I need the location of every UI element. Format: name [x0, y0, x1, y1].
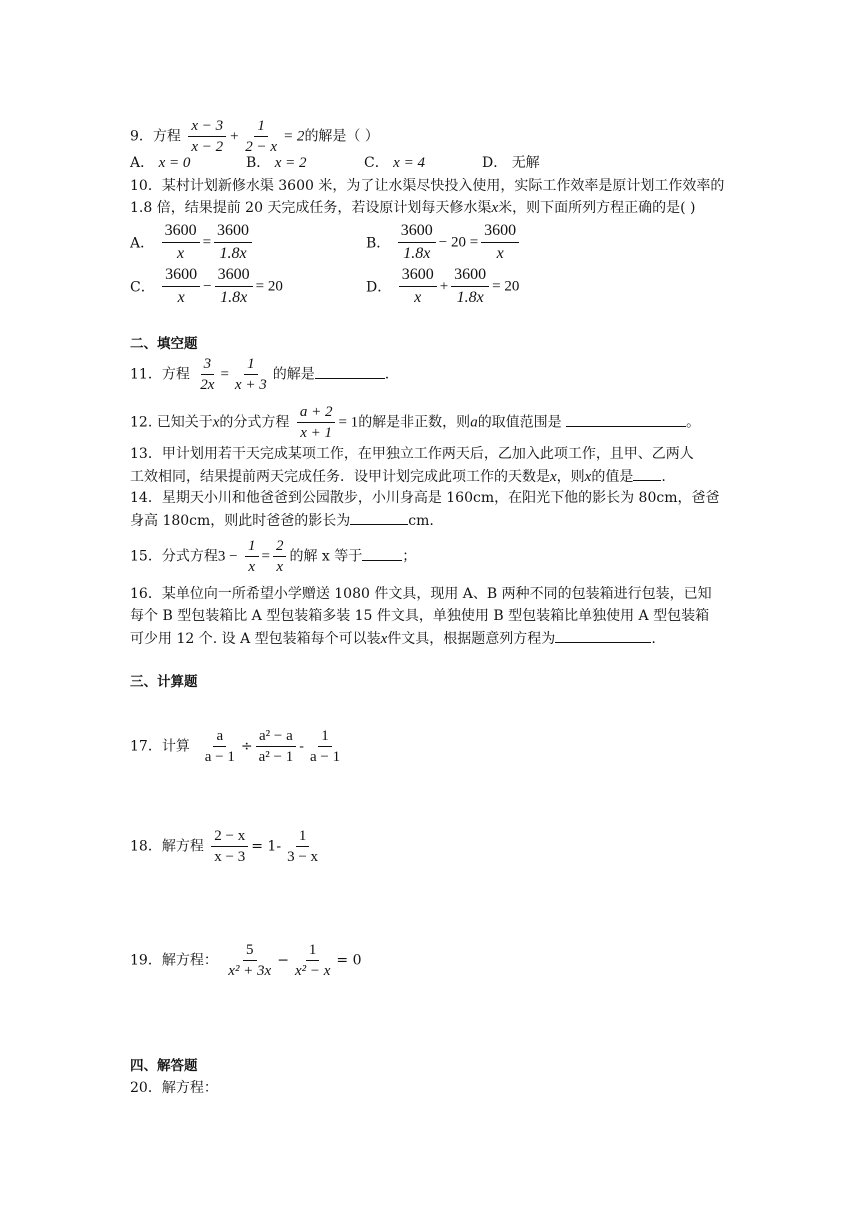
q10-option-b: B． $\frac{3600}{1.8x}$ − 20 = $\frac{3600}{x}$ [366, 220, 522, 265]
q10-option-a: A． $\frac{3600}{x}$ = $\frac{3600}{1.8x}$ [130, 220, 255, 265]
q13-line-1: 13．甲计划用若干天完成某项工作，在甲独立工作两天后，乙加入此项工作，且甲、乙两人 [130, 446, 694, 462]
q9-fraction-2: $\frac{1}{2 - x}$ [245, 118, 278, 155]
q16-line-2: 每个 B 型包装箱比 A 型包装箱多装 15 件文具，单独使用 B 型包装箱比单独使用 A 型包装箱 [130, 608, 710, 624]
q10-option-d: D． $\frac{3600}{x}$ + $\frac{3600}{1.8x}$ = 20 [366, 266, 520, 306]
question-15: 15．分式方程3 − $\frac{1}{x}$ = $\frac{2}{x}$ 的解 x 等于 ； [130, 538, 417, 575]
q13-answer-blank[interactable] [633, 466, 661, 481]
q16-line-3: 可少用 12 个. 设 A 型包装箱每个可以装x件文具，根据题意列方程为 . [130, 628, 656, 649]
q15-answer-blank[interactable] [362, 546, 402, 561]
q14-line-2: 身高 180cm，则此时爸爸的影长为 cm. [130, 510, 434, 531]
q9-prefix: 方程 [152, 128, 181, 145]
question-17: 17．计算 $\frac{a}{a - 1}$ ÷ $\frac{\text{a² − a}}{\text{a² − 1}}$ - $\frac{1}{a - 1}$ [130, 728, 341, 765]
q10-line-1: 10．某村计划新修水渠 3600 米，为了让水渠尽快投入使用，实际工作效率是原计划工作效率的 [130, 178, 725, 194]
q9-number: 9． [130, 128, 153, 145]
q14-line-1: 14．星期天小川和他爸爸到公园散步，小川身高是 160cm，在阳光下他的影长为 80cm，爸爸 [130, 490, 720, 506]
question-12: 12. 已知关于x的分式方程 $\frac{a + 2}{x + 1}$ = 1的解是非正数，则a的取值范围是 。 [130, 404, 701, 441]
section-heading-calculation: 三、计算题 [130, 674, 198, 690]
q9-fraction-1: $\frac{x - 3}{x - 2}$ [188, 116, 226, 157]
q10-line-2: 1.8 倍，结果提前 20 天完成任务，若设原计划每天修水渠x米，则下面所列方程正确的是( ) [130, 200, 696, 216]
q16-answer-blank[interactable] [555, 628, 651, 643]
q10-option-c: C． $\frac{3600}{x}$ − $\frac{3600}{1.8x}$ = 20 [130, 266, 283, 306]
question-9: 9．方程 $\frac{x - 3}{x - 2}$ + $\frac{1}{2 - x}$ = 2的解是（ ） [130, 118, 379, 155]
q12-answer-blank[interactable] [566, 412, 686, 427]
q14-answer-blank[interactable] [350, 510, 408, 525]
q9-suffix: 的解是（ ） [304, 128, 379, 145]
question-20: 20．解方程： [130, 1080, 218, 1096]
question-11: 11．方程 $\frac{3}{2x}$ = $\frac{1}{x + 3}$ 的解是 . [130, 356, 390, 393]
section-heading-answer: 四、解答题 [130, 1058, 198, 1074]
section-heading-fill-in: 二、填空题 [130, 336, 198, 352]
q11-answer-blank[interactable] [315, 364, 385, 379]
question-19: 19．解方程： $\frac{5}{\text{x² + 3x}}$ − $\frac{1}{\text{x² − x}}$ = 0 [130, 942, 362, 979]
q13-line-2: 工效相同，结果提前两天完成任务．设甲计划完成此项工作的天数是x，则x的值是 . [130, 466, 666, 487]
q9-option-c: C． x = 4 [364, 155, 425, 171]
q9-option-a: A． x = 0 [130, 155, 191, 171]
q9-option-d: D． 无解 [482, 155, 540, 171]
q16-line-1: 16．某单位向一所希望小学赠送 1080 件文具，现用 A、B 两种不同的包装箱进行包装，已知 [130, 586, 712, 602]
q9-option-b: B． x = 2 [246, 155, 307, 171]
question-18: 18．解方程 $\frac{2 - x}{x - 3}$ = 1- $\frac{1}{3 - x}$ [130, 828, 319, 865]
